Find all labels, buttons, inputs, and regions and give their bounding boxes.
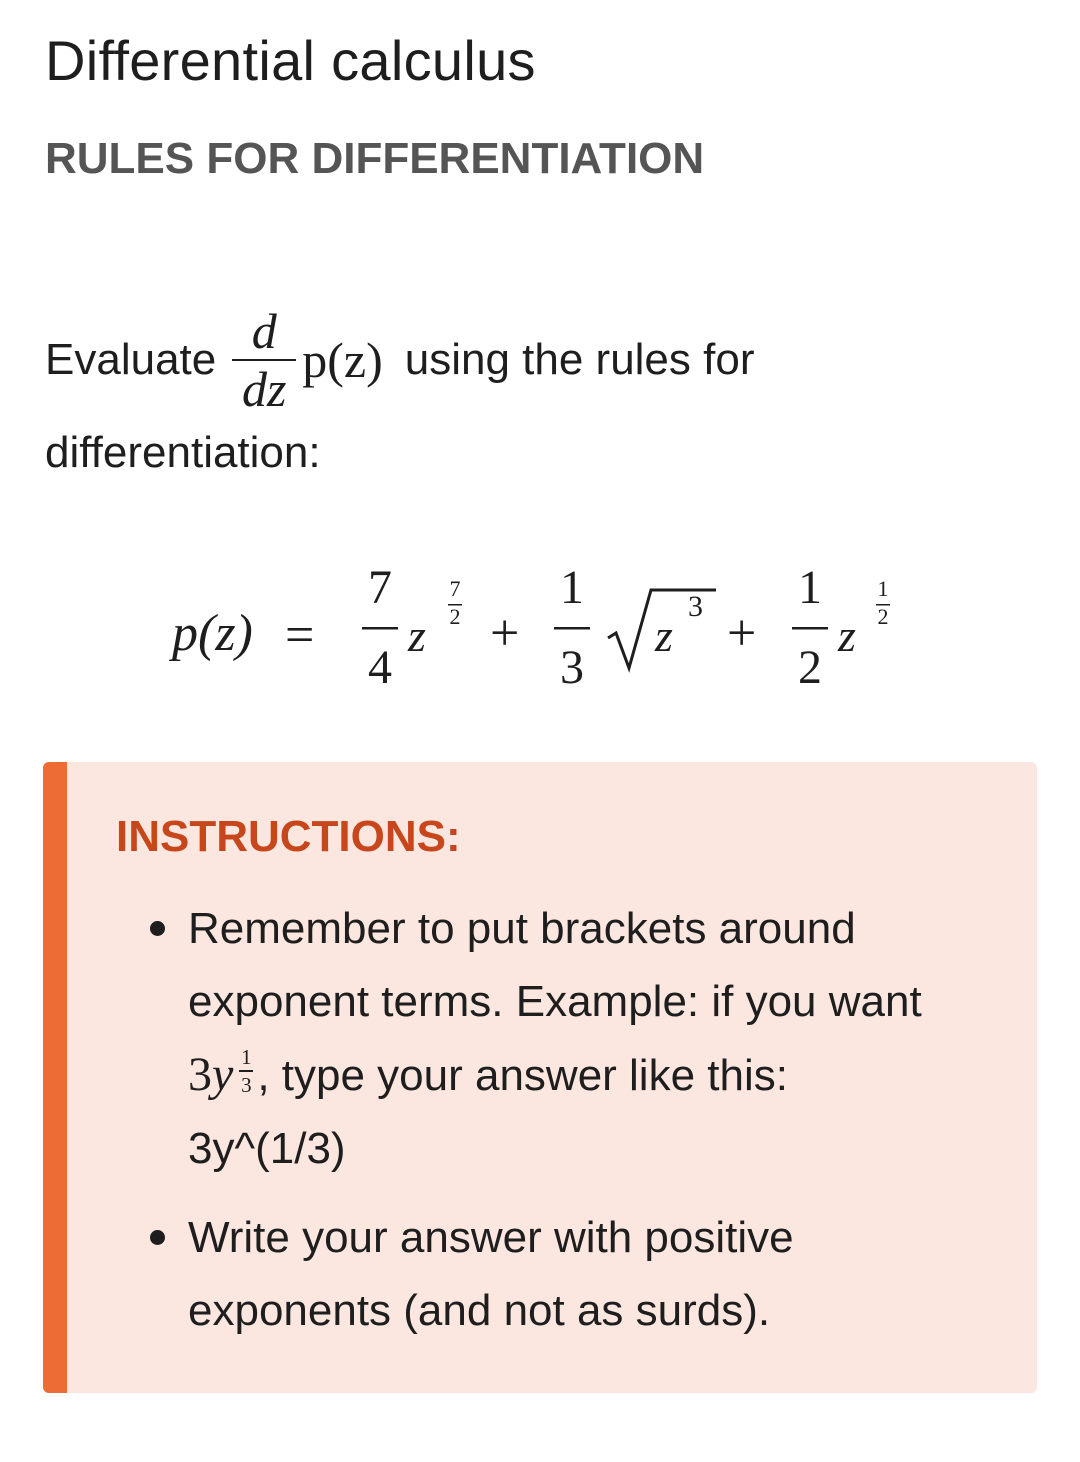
instruction-item [143, 892, 1003, 1185]
plus-sign-2: + [727, 605, 757, 662]
term1-exp-den: 2 [449, 604, 461, 629]
term1-exp-num: 7 [449, 576, 461, 601]
term1-coef-bar [362, 627, 398, 630]
example-exponent [239, 1046, 253, 1096]
prompt-function: p(z) [302, 332, 383, 388]
example-expression [188, 1045, 257, 1101]
term3-coef-bar [792, 627, 828, 630]
example-exp-den: 3 [241, 1072, 252, 1097]
term2-radicand-exp: 3 [688, 590, 703, 623]
term3-exp-num: 1 [877, 576, 889, 601]
bullet-dot-icon [150, 921, 165, 936]
equals-sign: = [285, 607, 315, 664]
term3-var: z [838, 610, 856, 661]
derivative-denominator: dz [242, 361, 287, 417]
term1-var: z [408, 610, 426, 661]
instructions-list [143, 892, 1003, 1347]
instruction-item [143, 1201, 1003, 1347]
term2-coef-num: 1 [560, 561, 584, 614]
equation-lhs: p(z) [172, 605, 253, 662]
instructions-callout [43, 762, 1037, 1393]
bullet-dot-icon [150, 1230, 165, 1245]
instruction-text: Write your answer with positive exponents (and not as surds). [188, 1213, 794, 1335]
term2-coef-bar [554, 627, 590, 630]
term2-coef-den: 3 [560, 641, 584, 694]
term3-coef-num: 1 [798, 561, 822, 614]
derivative-numerator: d [251, 303, 277, 359]
example-var: y [212, 1048, 234, 1101]
page-title: Differential calculus [45, 29, 536, 92]
fraction-bar [239, 1070, 253, 1072]
section-title: RULES FOR DIFFERENTIATION [45, 134, 705, 183]
term1-coef-num: 7 [368, 561, 392, 614]
term1-coef-den: 4 [368, 641, 392, 694]
example-base: 3 [188, 1048, 212, 1101]
prompt-trail: using the rules for [404, 335, 755, 384]
derivative-operator [232, 303, 296, 417]
question-prompt [45, 290, 754, 430]
example-answer-code: 3y^(1/3) [188, 1124, 346, 1173]
term3-exp-den: 2 [877, 604, 889, 629]
instructions-title: INSTRUCTIONS: [116, 812, 461, 861]
term2-radicand-var: z [655, 610, 673, 661]
prompt-lead: Evaluate [45, 335, 217, 384]
term3-coef-den: 2 [798, 641, 822, 694]
example-exp-num: 1 [241, 1045, 252, 1069]
plus-sign-1: + [490, 605, 520, 662]
callout-accent-bar [43, 762, 67, 1393]
instruction-text-cont: , type your answer like this: [257, 1051, 788, 1100]
equation [0, 540, 1080, 710]
prompt-continuation: differentiation: [45, 428, 321, 477]
instruction-text: Remember to put brackets around exponent terms. Example: if you want [188, 904, 922, 1026]
